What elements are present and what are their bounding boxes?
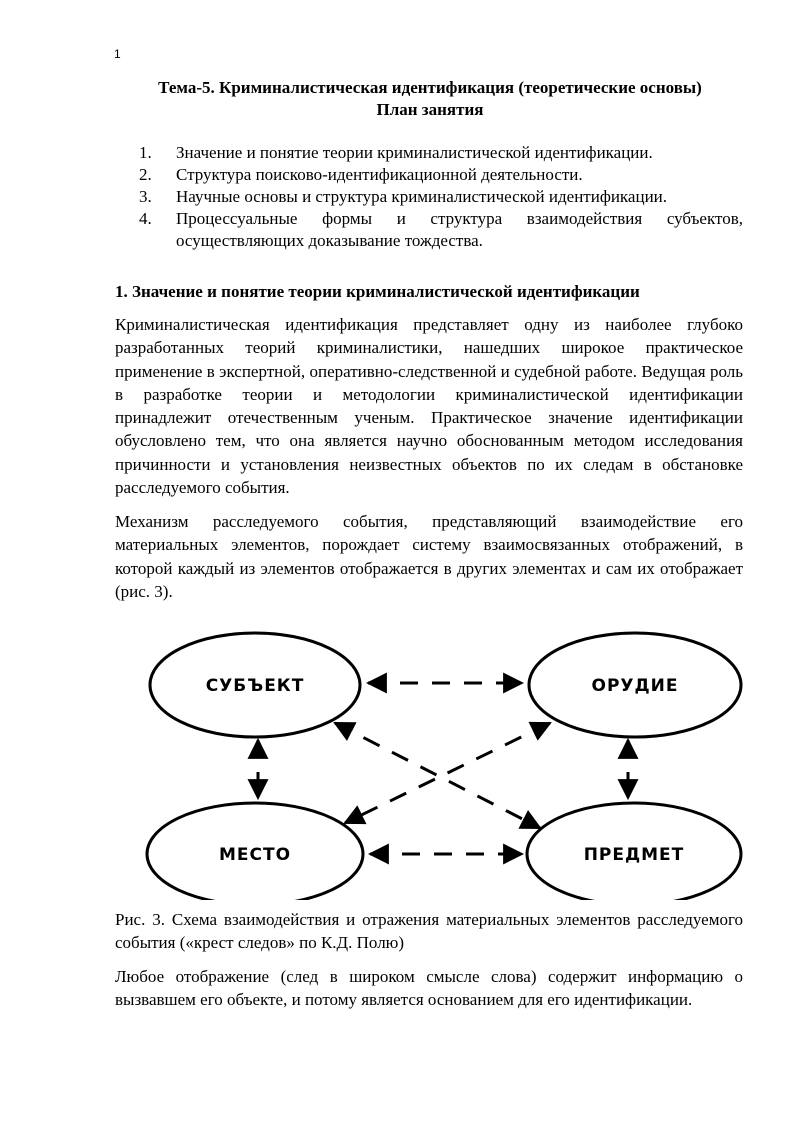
arrow-tool-place bbox=[345, 723, 550, 823]
figure-caption: Рис. 3. Схема взаимодействия и отражения материальных элементов расследуемого события («крест следов» по К.Д. Полю) bbox=[115, 910, 743, 952]
node-label-object: ПРЕДМЕТ bbox=[583, 845, 685, 865]
node-label-subject: СУБЪЕКТ bbox=[205, 676, 305, 696]
plan-item-number: 4. bbox=[139, 209, 152, 228]
plan-item bbox=[115, 164, 743, 186]
page-title bbox=[100, 77, 760, 121]
plan-item bbox=[115, 208, 743, 252]
plan-item-number: 2. bbox=[139, 165, 152, 184]
plan-item-number: 3. bbox=[139, 187, 152, 206]
paragraph: Любое отображение (след в широком смысле слова) содержит информацию о вызвавшем его объекте, и потому является основанием для его идентификации. bbox=[115, 967, 743, 1010]
node-subject bbox=[150, 633, 360, 737]
node-place bbox=[147, 803, 363, 900]
plan-item bbox=[115, 142, 743, 164]
paragraph: Механизм расследуемого события, представляющий взаимодействие его материальных элементов, порождает систему взаимосвязанных отображений, в которой каждый из элементов отображается в других элементах и сам их отображает (рис. 3). bbox=[115, 512, 743, 601]
trace-cross-diagram bbox=[0, 620, 800, 900]
title-line-1: Тема-5. Криминалистическая идентификация (теоретические основы) bbox=[158, 78, 702, 97]
section-heading: 1. Значение и понятие теории криминалистической идентификации bbox=[115, 282, 640, 301]
plan-item bbox=[115, 186, 743, 208]
node-label-place: МЕСТО bbox=[218, 845, 292, 865]
node-label-tool: ОРУДИЕ bbox=[591, 676, 679, 696]
node-object bbox=[527, 803, 741, 900]
plan-item-number: 1. bbox=[139, 143, 152, 162]
plan-item-text: Процессуальные формы и структура взаимодействия субъектов, осуществляющих доказывание тождества. bbox=[176, 209, 743, 250]
lesson-plan-list bbox=[115, 142, 743, 252]
plan-item-text: Значение и понятие теории криминалистической идентификации. bbox=[176, 143, 653, 162]
node-tool bbox=[529, 633, 741, 737]
plan-item-text: Научные основы и структура криминалистической идентификации. bbox=[176, 187, 668, 206]
plan-item-text: Структура поисково-идентификационной деятельности. bbox=[176, 165, 583, 184]
title-line-2: План занятия bbox=[376, 100, 484, 119]
paragraph: Криминалистическая идентификация представляет одну из наиболее глубоко разработанных теорий криминалистики, нашедших широкое практическое применение в экспертной, оперативно-следственной и судебной работе. Ведущая роль в разработке теории и методологии криминалистической идентификации принадлежит отечественным ученым. Практическое значение идентификации обусловлено тем, что она является научно обоснованным методом исследования причинности и установления неизвестных объектов по их следам в обстановке расследуемого события. bbox=[115, 315, 743, 498]
page-number: 1 bbox=[114, 47, 121, 61]
